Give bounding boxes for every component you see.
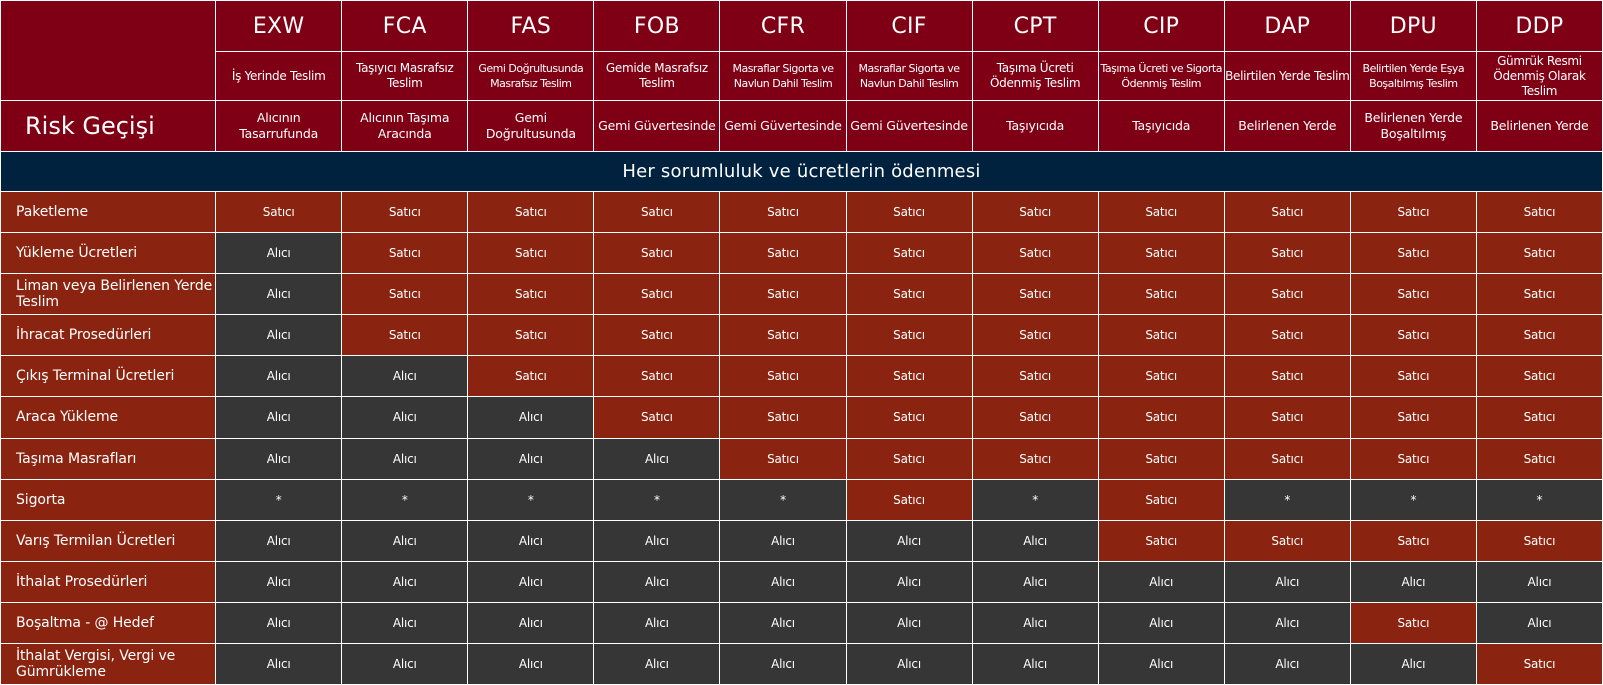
row-label: Paketleme xyxy=(1,192,216,233)
responsibility-cell: Alıcı xyxy=(1350,561,1476,602)
responsibility-cell: Satıcı xyxy=(342,233,468,274)
responsibility-cell: Satıcı xyxy=(846,397,972,438)
responsibility-cell: Alıcı xyxy=(342,397,468,438)
row-label: Varış Termilan Ücretleri xyxy=(1,520,216,561)
term-code-cpt: CPT xyxy=(972,1,1098,52)
risk-point-fas: Gemi Doğrultusunda xyxy=(468,101,594,152)
responsibility-cell: Alıcı xyxy=(468,520,594,561)
responsibility-cell: Alıcı xyxy=(594,561,720,602)
responsibility-cell: Alıcı xyxy=(342,561,468,602)
responsibility-cell: Alıcı xyxy=(342,438,468,479)
responsibility-cell: * xyxy=(1350,479,1476,520)
responsibility-cell: Satıcı xyxy=(846,192,972,233)
responsibility-cell: Satıcı xyxy=(1476,192,1602,233)
risk-transfer-row xyxy=(1,101,1603,152)
row-label: İthalat Vergisi, Vergi ve Gümrükleme xyxy=(1,643,216,684)
responsibility-cell: Satıcı xyxy=(594,192,720,233)
responsibility-cell: Satıcı xyxy=(1350,356,1476,397)
row-label: Araca Yükleme xyxy=(1,397,216,438)
responsibility-cell: Satıcı xyxy=(1098,356,1224,397)
responsibility-cell: Satıcı xyxy=(1224,356,1350,397)
responsibility-cell: Satıcı xyxy=(1224,520,1350,561)
table-row xyxy=(1,315,1603,356)
responsibility-cell: Alıcı xyxy=(846,643,972,684)
term-code-cif: CIF xyxy=(846,1,972,52)
term-name-exw: İş Yerinde Teslim xyxy=(216,52,342,101)
responsibility-cell: Alıcı xyxy=(216,233,342,274)
responsibility-cell: Satıcı xyxy=(216,192,342,233)
responsibility-cell: Alıcı xyxy=(594,438,720,479)
responsibility-cell: Alıcı xyxy=(216,561,342,602)
risk-point-ddp: Belirlenen Yerde xyxy=(1476,101,1602,152)
table-row xyxy=(1,274,1603,315)
term-code-cip: CIP xyxy=(1098,1,1224,52)
responsibility-cell: Satıcı xyxy=(594,397,720,438)
responsibility-cell: Satıcı xyxy=(594,274,720,315)
responsibility-cell: Alıcı xyxy=(1224,602,1350,643)
responsibility-cell: * xyxy=(216,479,342,520)
term-code-fas: FAS xyxy=(468,1,594,52)
table-row xyxy=(1,397,1603,438)
risk-transfer-label: Risk Geçişi xyxy=(1,101,216,152)
responsibility-cell: Alıcı xyxy=(594,520,720,561)
term-name-cip: Taşıma Ücreti ve Sigorta Ödenmiş Teslim xyxy=(1098,52,1224,101)
responsibility-cell: Satıcı xyxy=(1224,274,1350,315)
responsibility-cell: Alıcı xyxy=(594,602,720,643)
table-row xyxy=(1,643,1603,684)
table-row xyxy=(1,602,1603,643)
responsibility-cell: Satıcı xyxy=(720,274,846,315)
responsibility-cell: Satıcı xyxy=(1098,274,1224,315)
responsibility-cell: * xyxy=(972,479,1098,520)
responsibility-cell: Satıcı xyxy=(342,315,468,356)
responsibility-cell: Alıcı xyxy=(216,643,342,684)
term-code-ddp: DDP xyxy=(1476,1,1602,52)
responsibility-cell: Alıcı xyxy=(342,520,468,561)
responsibility-cell: Alıcı xyxy=(846,561,972,602)
term-name-cif: Masraflar Sigorta ve Navlun Dahil Teslim xyxy=(846,52,972,101)
responsibility-cell: Satıcı xyxy=(846,233,972,274)
responsibility-cell: Satıcı xyxy=(1098,479,1224,520)
responsibility-cell: Alıcı xyxy=(1098,643,1224,684)
risk-point-dap: Belirlenen Yerde xyxy=(1224,101,1350,152)
risk-point-exw: Alıcının Tasarrufunda xyxy=(216,101,342,152)
corner-cell xyxy=(1,1,216,101)
responsibility-cell: Satıcı xyxy=(342,192,468,233)
responsibility-cell: Satıcı xyxy=(468,274,594,315)
table-row xyxy=(1,520,1603,561)
responsibility-cell: Alıcı xyxy=(594,643,720,684)
responsibility-cell: Satıcı xyxy=(972,192,1098,233)
responsibility-cell: Satıcı xyxy=(1476,233,1602,274)
responsibility-cell: Alıcı xyxy=(846,520,972,561)
risk-point-cif: Gemi Güvertesinde xyxy=(846,101,972,152)
responsibility-cell: Alıcı xyxy=(342,602,468,643)
row-label: İthalat Prosedürleri xyxy=(1,561,216,602)
responsibility-cell: Satıcı xyxy=(972,233,1098,274)
term-name-cfr: Masraflar Sigorta ve Navlun Dahil Teslim xyxy=(720,52,846,101)
table-row xyxy=(1,479,1603,520)
responsibility-cell: Satıcı xyxy=(720,233,846,274)
term-code-fob: FOB xyxy=(594,1,720,52)
table-row xyxy=(1,356,1603,397)
responsibility-cell: Alıcı xyxy=(972,643,1098,684)
responsibility-cell: Alıcı xyxy=(720,520,846,561)
term-code-exw: EXW xyxy=(216,1,342,52)
term-name-row xyxy=(1,52,1603,101)
responsibility-cell: * xyxy=(594,479,720,520)
responsibility-cell: * xyxy=(468,479,594,520)
responsibility-cell: * xyxy=(1224,479,1350,520)
responsibility-cell: Satıcı xyxy=(1098,438,1224,479)
responsibility-cell: Satıcı xyxy=(1476,438,1602,479)
responsibility-cell: Satıcı xyxy=(1476,520,1602,561)
responsibility-cell: Alıcı xyxy=(216,520,342,561)
table-row xyxy=(1,233,1603,274)
term-code-dap: DAP xyxy=(1224,1,1350,52)
term-name-dap: Belirtilen Yerde Teslim xyxy=(1224,52,1350,101)
responsibility-band: Her sorumluluk ve ücretlerin ödenmesi xyxy=(1,152,1603,192)
responsibility-cell: Satıcı xyxy=(1350,192,1476,233)
responsibility-cell: * xyxy=(342,479,468,520)
term-code-dpu: DPU xyxy=(1350,1,1476,52)
responsibility-cell: Satıcı xyxy=(468,315,594,356)
responsibility-cell: Satıcı xyxy=(1476,397,1602,438)
responsibility-cell: Satıcı xyxy=(972,315,1098,356)
risk-point-cpt: Taşıyıcıda xyxy=(972,101,1098,152)
responsibility-cell: Satıcı xyxy=(1350,274,1476,315)
responsibility-cell: Satıcı xyxy=(1098,520,1224,561)
responsibility-cell: Satıcı xyxy=(1224,233,1350,274)
responsibility-cell: Alıcı xyxy=(216,602,342,643)
responsibility-cell: Alıcı xyxy=(720,643,846,684)
term-code-row xyxy=(1,1,1603,52)
responsibility-cell: Alıcı xyxy=(972,602,1098,643)
responsibility-cell: Alıcı xyxy=(342,356,468,397)
responsibility-cell: Alıcı xyxy=(720,561,846,602)
responsibility-cell: Alıcı xyxy=(216,356,342,397)
responsibility-cell: Satıcı xyxy=(342,274,468,315)
responsibility-cell: Satıcı xyxy=(846,356,972,397)
responsibility-cell: Satıcı xyxy=(720,397,846,438)
responsibility-cell: Satıcı xyxy=(1476,356,1602,397)
responsibility-cell: Satıcı xyxy=(846,315,972,356)
term-name-fas: Gemi Doğrultusunda Masrafsız Teslim xyxy=(468,52,594,101)
responsibility-cell: Satıcı xyxy=(972,274,1098,315)
responsibility-cell: Satıcı xyxy=(720,356,846,397)
responsibility-cell: Alıcı xyxy=(216,274,342,315)
term-code-fca: FCA xyxy=(342,1,468,52)
responsibility-cell: Satıcı xyxy=(720,192,846,233)
responsibility-cell: Satıcı xyxy=(468,192,594,233)
responsibility-cell: Satıcı xyxy=(1224,397,1350,438)
responsibility-cell: Alıcı xyxy=(1476,602,1602,643)
risk-point-fob: Gemi Güvertesinde xyxy=(594,101,720,152)
table-row xyxy=(1,438,1603,479)
responsibility-cell: Alıcı xyxy=(468,397,594,438)
responsibility-cell: Satıcı xyxy=(1098,315,1224,356)
responsibility-cell: Satıcı xyxy=(1350,520,1476,561)
responsibility-cell: * xyxy=(1476,479,1602,520)
responsibility-cell: Alıcı xyxy=(468,438,594,479)
responsibility-cell: Satıcı xyxy=(1224,315,1350,356)
responsibility-cell: Satıcı xyxy=(594,315,720,356)
responsibility-cell: Alıcı xyxy=(972,520,1098,561)
responsibility-cell: Satıcı xyxy=(468,356,594,397)
term-name-cpt: Taşıma Ücreti Ödenmiş Teslim xyxy=(972,52,1098,101)
row-label: Taşıma Masrafları xyxy=(1,438,216,479)
responsibility-cell: Alıcı xyxy=(720,602,846,643)
term-name-fca: Taşıyıcı Masrafsız Teslim xyxy=(342,52,468,101)
responsibility-cell: Alıcı xyxy=(1476,561,1602,602)
responsibility-cell: Satıcı xyxy=(594,233,720,274)
responsibility-cell: Satıcı xyxy=(846,479,972,520)
responsibility-cell: Satıcı xyxy=(1224,192,1350,233)
responsibility-cell: Satıcı xyxy=(1224,438,1350,479)
responsibility-cell: Alıcı xyxy=(468,643,594,684)
responsibility-cell: Alıcı xyxy=(216,315,342,356)
term-name-ddp: Gümrük Resmi Ödenmiş Olarak Teslim xyxy=(1476,52,1602,101)
responsibility-cell: Alıcı xyxy=(1098,561,1224,602)
responsibility-cell: Satıcı xyxy=(846,438,972,479)
responsibility-cell: Satıcı xyxy=(468,233,594,274)
responsibility-cell: Satıcı xyxy=(1098,397,1224,438)
responsibility-cell: Alıcı xyxy=(468,561,594,602)
responsibility-cell: Satıcı xyxy=(1350,315,1476,356)
row-label: Sigorta xyxy=(1,479,216,520)
risk-point-cfr: Gemi Güvertesinde xyxy=(720,101,846,152)
responsibility-cell: Alıcı xyxy=(342,643,468,684)
risk-point-dpu: Belirlenen Yerde Boşaltılmış xyxy=(1350,101,1476,152)
responsibility-cell: Alıcı xyxy=(216,397,342,438)
responsibility-cell: Alıcı xyxy=(1350,643,1476,684)
row-label: Yükleme Ücretleri xyxy=(1,233,216,274)
term-name-dpu: Belirtilen Yerde Eşya Boşaltılmış Teslim xyxy=(1350,52,1476,101)
term-name-fob: Gemide Masrafsız Teslim xyxy=(594,52,720,101)
row-label: Boşaltma - @ Hedef xyxy=(1,602,216,643)
table-row xyxy=(1,192,1603,233)
risk-point-fca: Alıcının Taşıma Aracında xyxy=(342,101,468,152)
responsibility-cell: Satıcı xyxy=(1476,274,1602,315)
responsibility-cell: Satıcı xyxy=(1350,233,1476,274)
responsibility-cell: Satıcı xyxy=(846,274,972,315)
term-code-cfr: CFR xyxy=(720,1,846,52)
responsibility-cell: Alıcı xyxy=(846,602,972,643)
responsibility-cell: Satıcı xyxy=(720,315,846,356)
responsibility-cell: Satıcı xyxy=(1350,602,1476,643)
responsibility-cell: Satıcı xyxy=(972,438,1098,479)
responsibility-cell: Alıcı xyxy=(1224,643,1350,684)
responsibility-band-row xyxy=(1,152,1603,192)
responsibility-cell: Satıcı xyxy=(1350,438,1476,479)
responsibility-cell: Satıcı xyxy=(972,397,1098,438)
responsibility-cell: Alıcı xyxy=(468,602,594,643)
responsibility-cell: Alıcı xyxy=(972,561,1098,602)
responsibility-cell: * xyxy=(720,479,846,520)
table-row xyxy=(1,561,1603,602)
row-label: Çıkış Terminal Ücretleri xyxy=(1,356,216,397)
responsibility-cell: Satıcı xyxy=(1350,397,1476,438)
responsibility-cell: Satıcı xyxy=(1476,643,1602,684)
row-label: Liman veya Belirlenen Yerde Teslim xyxy=(1,274,216,315)
responsibility-cell: Alıcı xyxy=(1098,602,1224,643)
responsibility-cell: Satıcı xyxy=(1098,192,1224,233)
responsibility-cell: Satıcı xyxy=(972,356,1098,397)
responsibility-cell: Alıcı xyxy=(1224,561,1350,602)
responsibility-cell: Satıcı xyxy=(1476,315,1602,356)
responsibility-cell: Satıcı xyxy=(1098,233,1224,274)
row-label: İhracat Prosedürleri xyxy=(1,315,216,356)
risk-point-cip: Taşıyıcıda xyxy=(1098,101,1224,152)
responsibility-cell: Satıcı xyxy=(594,356,720,397)
responsibility-cell: Alıcı xyxy=(216,438,342,479)
responsibility-cell: Satıcı xyxy=(720,438,846,479)
